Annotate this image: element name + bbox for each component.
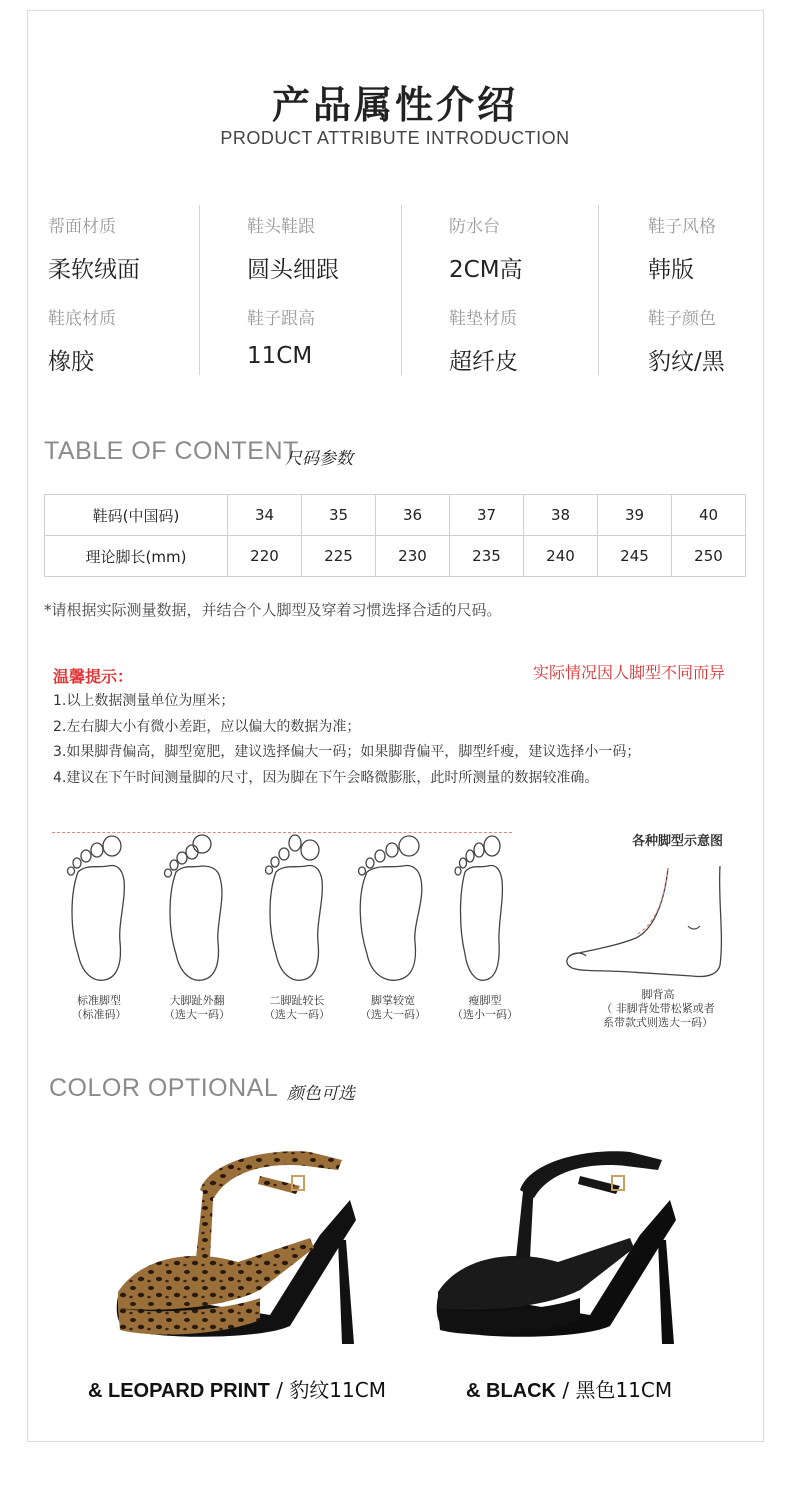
foot-type-name: 脚掌较宽 — [371, 994, 415, 1007]
attribute-value: 橡胶 — [48, 349, 94, 375]
column-divider — [598, 205, 599, 375]
caption-line: 系带款式则选大一码） — [603, 1016, 713, 1029]
size-cell: 34 — [228, 495, 302, 536]
foot-type-advice: （选小一码） — [452, 1008, 518, 1021]
foot-type-advice: （标准码） — [71, 1008, 127, 1021]
size-cell: 40 — [672, 495, 746, 536]
size-table — [44, 494, 746, 577]
attribute-style — [648, 212, 716, 284]
row-header: 理论脚长(mm) — [45, 536, 228, 577]
caption-line: （ 非脚背处带松紧或者 — [601, 1002, 715, 1015]
foot-type-advice: （选大一码） — [264, 1008, 330, 1021]
long-second-toe-foot-icon — [262, 834, 332, 984]
wide-foot-icon — [355, 834, 431, 984]
table-row — [45, 536, 746, 577]
tips-title: 温馨提示： — [53, 667, 134, 686]
size-note: *请根据实际测量数据，并结合个人脚型及穿着习惯选择合适的尺码。 — [44, 601, 502, 619]
foot-type-caption — [430, 994, 540, 1022]
column-divider — [401, 205, 402, 375]
attribute-upper-material — [48, 212, 140, 284]
attribute-value: 2CM高 — [449, 257, 523, 283]
size-cell: 35 — [302, 495, 376, 536]
foot-type-caption — [142, 994, 252, 1022]
length-cell: 250 — [672, 536, 746, 577]
attribute-label: 帮面材质 — [48, 217, 116, 237]
color-option-name-zh: / 黑色11CM — [556, 1378, 673, 1402]
attribute-label: 防水台 — [449, 217, 500, 237]
attribute-value: 11CM — [247, 343, 313, 369]
foot-type-name: 标准脚型 — [77, 994, 121, 1007]
color-option-black[interactable] — [466, 1374, 672, 1403]
tip-line: 1.以上数据测量单位为厘米； — [53, 693, 235, 709]
attribute-label: 鞋子颜色 — [648, 309, 716, 329]
attribute-color — [648, 304, 725, 376]
foot-type-name: 瘦脚型 — [468, 994, 502, 1007]
toe-guide-line — [52, 832, 512, 833]
foot-types-side-title: 各种脚型示意图 — [632, 834, 724, 849]
leopard-sandal-image[interactable] — [110, 1140, 380, 1360]
attribute-label: 鞋垫材质 — [449, 309, 517, 329]
length-cell: 240 — [524, 536, 598, 577]
attribute-label: 鞋子跟高 — [247, 309, 315, 329]
attribute-value: 韩版 — [648, 257, 694, 283]
attribute-value: 圆头细跟 — [247, 257, 339, 283]
attribute-value: 超纤皮 — [449, 349, 518, 375]
color-option-name-en: & LEOPARD PRINT — [88, 1380, 270, 1402]
color-option-name-zh: / 豹纹11CM — [269, 1378, 386, 1402]
size-cell: 38 — [524, 495, 598, 536]
size-cell: 37 — [450, 495, 524, 536]
length-cell: 230 — [376, 536, 450, 577]
attribute-platform — [449, 212, 523, 284]
standard-foot-icon — [64, 834, 134, 984]
attribute-value: 柔软绒面 — [48, 257, 140, 283]
length-cell: 220 — [228, 536, 302, 577]
high-instep-foot-icon — [560, 860, 740, 985]
size-cell: 36 — [376, 495, 450, 536]
tip-line: 3.如果脚背偏高，脚型宽肥，建议选择偏大一码；如果脚背偏平，脚型纤瘦，建议选择小一码； — [53, 744, 641, 760]
attribute-heel-height — [247, 304, 315, 369]
attribute-value: 豹纹/黑 — [648, 349, 725, 375]
size-cell: 39 — [598, 495, 672, 536]
attribute-toe-heel — [247, 212, 339, 284]
size-section-title-zh: 尺码参数 — [285, 449, 353, 469]
foot-type-advice: （选大一码） — [360, 1008, 426, 1021]
color-section-title-en: COLOR OPTIONAL — [49, 1074, 279, 1102]
high-instep-caption — [578, 988, 738, 1030]
bunion-foot-icon — [162, 834, 232, 984]
length-cell: 235 — [450, 536, 524, 577]
column-divider — [199, 205, 200, 375]
page-title: 产品属性介绍 — [271, 83, 518, 127]
foot-type-name: 二脚趾较长 — [269, 994, 325, 1007]
slim-foot-icon — [451, 834, 511, 984]
color-option-leopard[interactable] — [88, 1374, 386, 1403]
tip-line: 2.左右脚大小有微小差距，应以偏大的数据为准； — [53, 719, 361, 735]
table-row — [45, 495, 746, 536]
row-header: 鞋码(中国码) — [45, 495, 228, 536]
color-section-title-zh: 颜色可选 — [287, 1084, 355, 1104]
foot-type-caption — [44, 994, 154, 1022]
foot-type-caption — [242, 994, 352, 1022]
length-cell: 225 — [302, 536, 376, 577]
size-section-title-en: TABLE OF CONTENT — [44, 437, 299, 465]
attribute-label: 鞋底材质 — [48, 309, 116, 329]
attribute-sole-material — [48, 304, 116, 376]
tip-line: 4.建议在下午时间测量脚的尺寸，因为脚在下午会略微膨胀，此时所测量的数据较准确。 — [53, 770, 599, 786]
attribute-insole-material — [449, 304, 518, 376]
foot-type-advice: （选大一码） — [164, 1008, 230, 1021]
page-subtitle: PRODUCT ATTRIBUTE INTRODUCTION — [220, 128, 570, 148]
attribute-label: 鞋子风格 — [648, 217, 716, 237]
length-cell: 245 — [598, 536, 672, 577]
attribute-label: 鞋头鞋跟 — [247, 217, 315, 237]
tips-right-note: 实际情况因人脚型不同而异 — [533, 663, 726, 682]
caption-line: 脚背高 — [641, 988, 675, 1001]
foot-type-name: 大脚趾外翻 — [169, 994, 225, 1007]
color-option-name-en: & BLACK — [466, 1380, 556, 1402]
black-sandal-image[interactable] — [430, 1140, 700, 1360]
